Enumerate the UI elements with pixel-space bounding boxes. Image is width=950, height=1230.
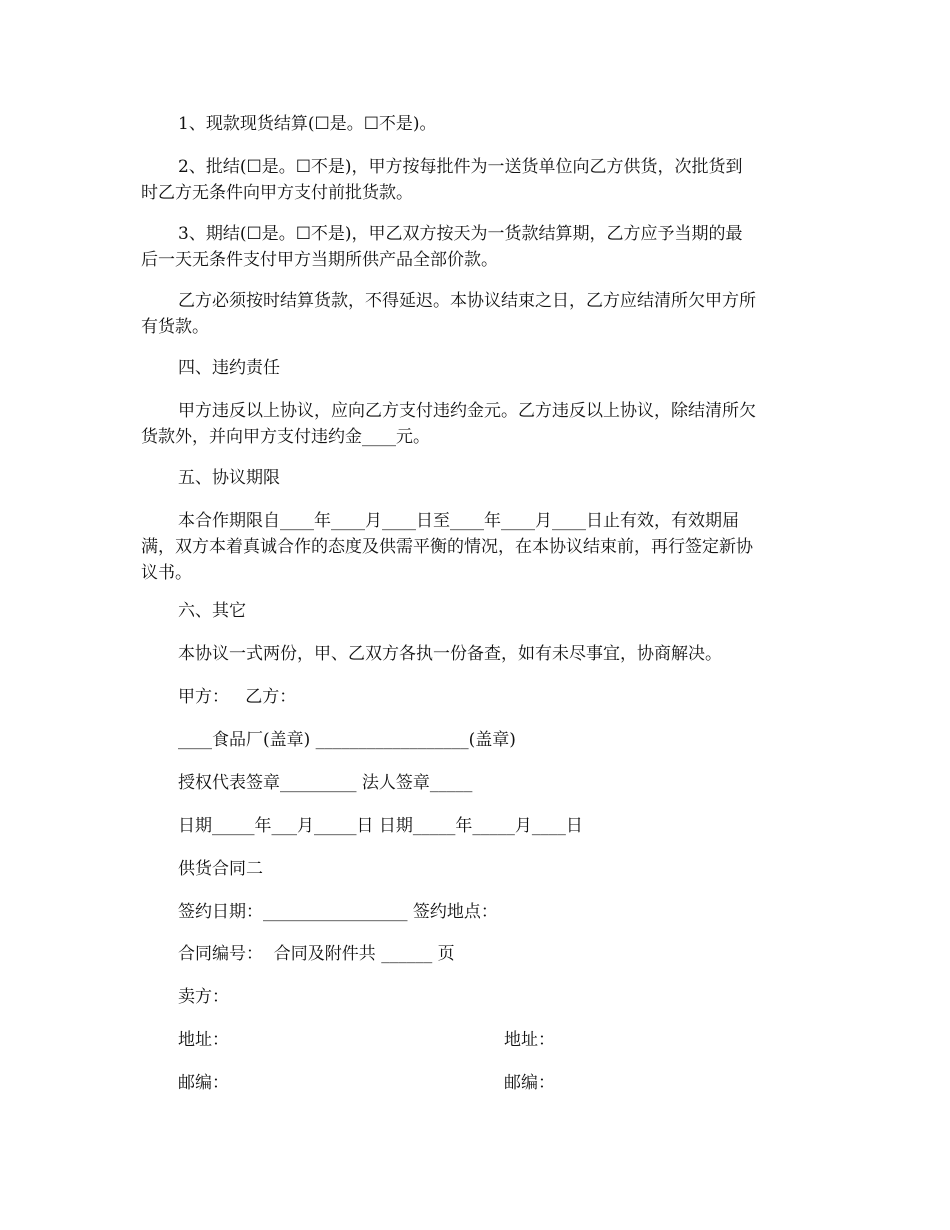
parties-line: 甲方： 乙方： [178, 687, 297, 707]
section-6-heading: 六、其它 [178, 601, 246, 621]
section-4-line-1: 甲方违反以上协议，应向乙方支付违约金元。乙方违反以上协议，除结清所欠 [178, 401, 756, 421]
clause-3-line-1: 3、期结(☐是。☐不是)，甲乙双方按天为一货款结算期，乙方应予当期的最 [178, 224, 743, 244]
seals-line: ____食品厂(盖章) __________________(盖章) [178, 730, 516, 750]
clause-3-line-2: 后一天无条件支付甲方当期所供产品全部价款。 [141, 250, 498, 270]
clause-2-line-2: 时乙方无条件向甲方支付前批货款。 [141, 183, 413, 203]
section-5-line-1: 本合作期限自____年____月____日至____年____月____日止有效，有效期届 [178, 511, 739, 531]
contract-number-line: 合同编号： 合同及附件共 ______ 页 [178, 944, 455, 964]
dates-line: 日期_____年___月_____日 日期_____年_____月____日 [178, 816, 583, 836]
section-5-body [141, 508, 798, 586]
clause-3 [141, 221, 798, 273]
section-4-heading: 四、违约责任 [178, 358, 280, 378]
payment-line-1: 乙方必须按时结算货款，不得延迟。本协议结束之日，乙方应结清所欠甲方所 [178, 291, 756, 311]
seller-label: 卖方： [178, 987, 229, 1007]
section-6-body: 本协议一式两份，甲、乙双方各执一份备查，如有未尽事宜，协商解决。 [178, 644, 722, 664]
contract-2-title: 供货合同二 [178, 859, 263, 879]
section-4-body [141, 398, 798, 450]
zip-right-label: 邮编： [504, 1073, 555, 1093]
sign-date-location-line: 签约日期：_________________ 签约地点： [178, 902, 498, 922]
clause-1 [178, 111, 798, 137]
payment-line-2: 有货款。 [141, 317, 209, 337]
clause-1-line-1: 1、现款现货结算(☐是。☐不是)。 [178, 114, 437, 134]
clause-2-line-1: 2、批结(☐是。☐不是)，甲方按每批件为一送货单位向乙方供货，次批货到 [178, 157, 743, 177]
signatures-line: 授权代表签章_________ 法人签章_____ [178, 773, 473, 793]
address-right-label: 地址： [504, 1030, 555, 1050]
section-5-line-2: 满，双方本着真诚合作的态度及供需平衡的情况，在本协议结束前，再行签定新协 [141, 537, 753, 557]
section-5-heading: 五、协议期限 [178, 468, 280, 488]
payment-paragraph [141, 288, 798, 340]
address-left-label: 地址： [178, 1030, 229, 1050]
section-4-line-2: 货款外，并向甲方支付违约金____元。 [141, 427, 430, 447]
zip-left-label: 邮编： [178, 1073, 229, 1093]
section-5-line-3: 议书。 [141, 563, 192, 583]
clause-2 [141, 154, 798, 206]
